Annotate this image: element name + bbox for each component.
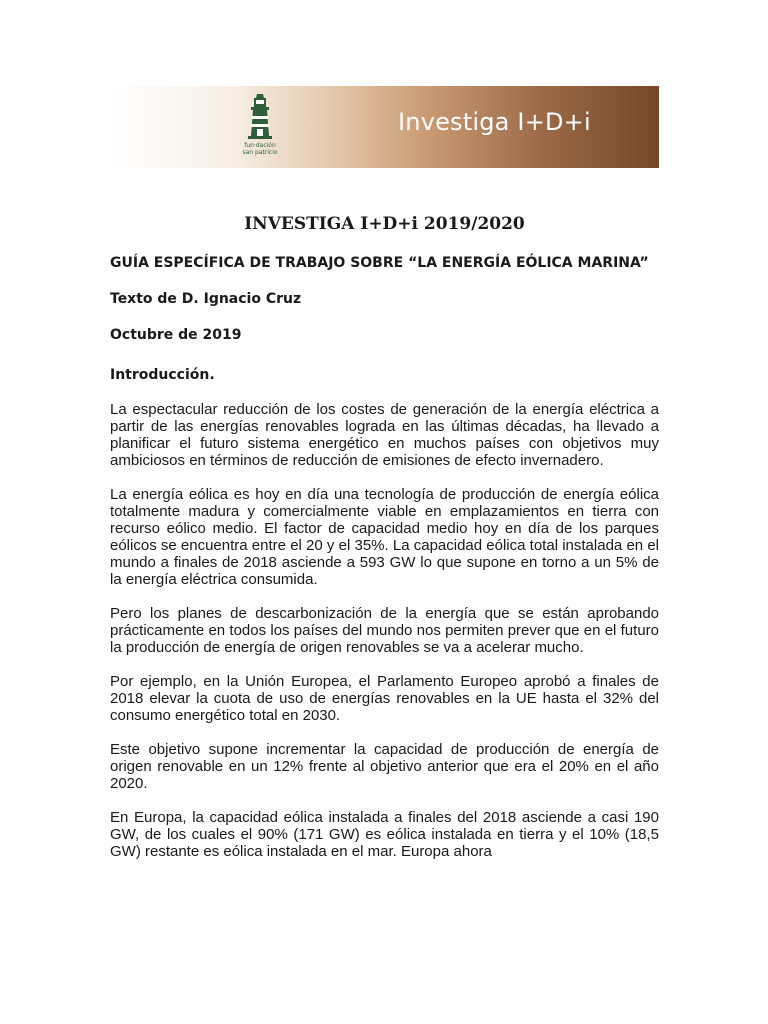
paragraph: La espectacular reducción de los costes de generación de la energía eléctrica a partir de las energías renovables lograda en las últimas décadas, ha llevado a planificar el futuro sistema energético en muchos países con objetivos muy ambiciosos en términos de reducción de emisiones de efecto invernadero. [110,401,659,469]
paragraph: Por ejemplo, en la Unión Europea, el Parlamento Europeo aprobó a finales de 2018 elevar la cuota de uso de energías renovables en la UE hasta el 32% del consumo energético total en 2030. [110,673,659,724]
section-heading: Introducción. [110,367,215,383]
document-body [110,213,659,877]
paragraph: En Europa, la capacidad eólica instalada a finales del 2018 asciende a casi 190 GW, de los cuales el 90% (171 GW) es eólica instalada en tierra y el 10% (18,5 GW) restante es eólica instalada en el mar. Europa ahora [110,809,659,860]
paragraph: Pero los planes de descarbonización de la energía que se están aprobando prácticamente en todos los países del mundo nos permiten prever que en el futuro la producción de energía de origen renovables se va a acelerar mucho. [110,605,659,656]
document-title: INVESTIGA I+D+i 2019/2020 [244,214,525,234]
banner-title: Investiga I+D+i [398,108,591,136]
document-author: Texto de D. Ignacio Cruz [110,291,302,307]
document-date: Octubre de 2019 [110,327,242,343]
paragraph: Este objetivo supone incrementar la capacidad de producción de energía de origen renovable en un 12% frente al objetivo anterior que era el 20% en el año 2020. [110,741,659,792]
document-subtitle: GUÍA ESPECÍFICA DE TRABAJO SOBRE “LA ENERGÍA EÓLICA MARINA” [110,255,649,271]
header-banner [110,86,659,168]
paragraph: La energía eólica es hoy en día una tecnología de producción de energía eólica totalmente madura y comercialmente viable en emplazamientos en tierra con recurso eólico medio. El factor de capacidad medio hoy en día de los parques eólicos se encuentra entre el 20 y el 35%. La capacidad eólica total instalada en el mundo a finales de 2018 asciende a 593 GW lo que supone en torno a un 5% de la energía eléctrica consumida. [110,486,659,588]
svg-text:san patricio: san patricio [242,149,278,156]
logo-text: fun·dación [244,142,276,149]
lighthouse-icon [235,92,285,164]
